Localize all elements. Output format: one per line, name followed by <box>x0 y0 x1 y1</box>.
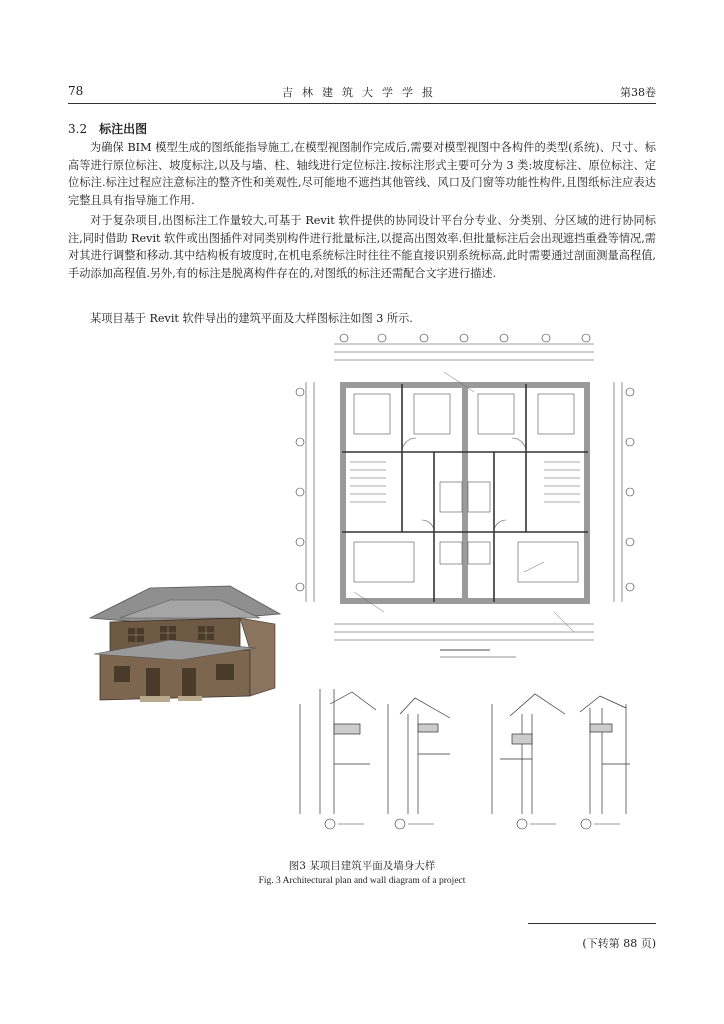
volume-number: 第38卷 <box>620 86 656 99</box>
section-number: 3.2 <box>68 122 88 136</box>
wall-section-details <box>290 684 646 834</box>
footer-rule <box>528 923 656 924</box>
section-title: 标注出图 <box>99 122 148 136</box>
paragraph-2: 对于复杂项目,出图标注工作量较大,可基于 Revit 软件提供的协同设计平台分专业、分类别、分区域的进行协同标注,同时借助 Revit 软件或出图插件对同类别构件进行批量标注,以提高出图效率.但批量标注后会出现遮挡重叠等情况,需对其进行调整和移动.其中结构板有坡度时,在机电系统标注时往往不能直接识别系统标高,此时需要通过剖面测量高程值,手动添加高程值.另外,有的标注是脱离构件存在的,对图纸的标注还需配合文字进行描述. <box>68 214 656 281</box>
house-3d-rendering <box>80 578 290 708</box>
journal-name: 吉林建筑大学学报 <box>282 86 442 99</box>
figure-caption-cn: 图3 某项目建筑平面及墙身大样 <box>288 860 436 872</box>
header-rule <box>68 103 656 104</box>
continued-note: (下转第 88 页) <box>582 937 656 950</box>
figure-caption-en: Fig. 3 Architectural plan and wall diagram of a project <box>258 876 466 886</box>
page-number: 78 <box>68 84 84 98</box>
paragraph-1: 为确保 BIM 模型生成的图纸能指导施工,在模型视图制作完成后,需要对模型视图中各构件的类型(系统)、尺寸、标高等进行原位标注、坡度标注,以及与墙、柱、轴线进行定位标注.按标注形式主要可分为 3 类:坡度标注、原位标注、定位标注.标注过程应注意标注的整齐性和美观性,尽可能地不遮挡其他管线、风口及门窗等功能性构件,且图纸标注应表达完整且具有指导施工作用. <box>68 141 656 208</box>
plan-subcaption <box>440 646 520 662</box>
paragraph-3: 某项目基于 Revit 软件导出的建筑平面及大样图标注如图 3 所示. <box>90 312 413 325</box>
running-header <box>68 84 656 102</box>
section-heading <box>68 120 147 137</box>
floor-plan-drawing <box>294 332 636 658</box>
